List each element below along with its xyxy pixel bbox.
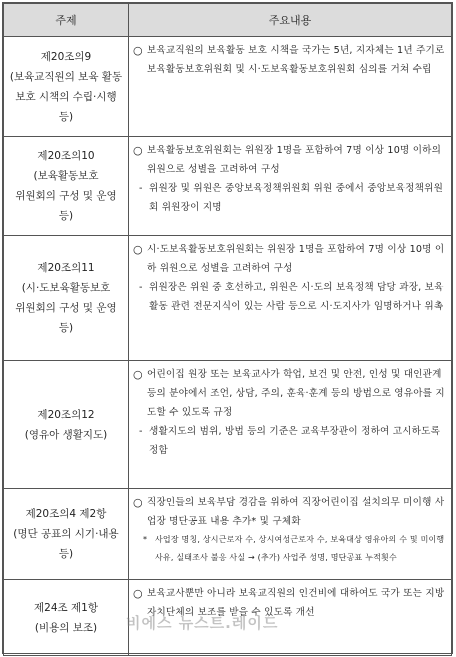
header-content: 주요내용 <box>129 4 452 37</box>
content-footnote-text: 사업장 명칭, 상시근로자 수, 상시여성근로자 수, 보육대상 영유아의 수 및 미이행 사유, 실태조사 불응 사실 → (추가) 사업주 성명, 명단공표 누적횟수 <box>155 535 445 562</box>
topic-line: 등) <box>58 322 74 334</box>
content-footnote <box>133 531 445 567</box>
content-item-text: 보육활동보호위원회는 위원장 1명을 포함하여 7명 이상 10명 이하의 위원으로 성별을 고려하여 구성 <box>147 145 442 175</box>
table-header-row <box>4 4 452 37</box>
content-cell <box>129 361 452 489</box>
topic-line: (영유아 생활지도) <box>24 428 108 441</box>
circle-bullet-icon: ○ <box>133 144 143 157</box>
topic-line: (보육교직원의 보육 활동 <box>9 70 123 83</box>
asterisk-icon: * <box>143 535 148 544</box>
content-item-text: 보육교사뿐만 아니라 보육교직원의 인건비에 대하여도 국가 또는 지방자치단체의 보조를 받을 수 있도록 개선 <box>147 588 445 618</box>
topic-line: 위원회의 구성 및 운영 <box>15 190 117 202</box>
content-subitem-text: 위원장 및 위원은 중앙보육정책위원회 위원 중에서 중앙보육정책위원회 위원장이 지명 <box>149 183 444 213</box>
topic-line: 보호 시책의 수립·시행 <box>15 90 117 103</box>
table-row <box>4 236 452 361</box>
content-item <box>133 365 445 422</box>
circle-bullet-icon: ○ <box>133 496 143 509</box>
content-item <box>133 493 445 531</box>
topic-cell <box>4 489 129 580</box>
topic-line: 제24조 제1항 <box>34 601 98 614</box>
content-cell <box>129 580 452 656</box>
topic-line: 등) <box>58 548 74 560</box>
content-subitem-text: 위원장은 위원 중 호선하고, 위원은 시·도의 보육정책 담당 과장, 보육활동 관련 전문지식이 있는 사람 등으로 시·도지사가 임명하거나 위촉 <box>149 282 444 312</box>
topic-line: (보육활동보호 <box>33 170 99 182</box>
content-item <box>133 240 445 278</box>
content-subitem <box>133 179 445 217</box>
topic-line: 제20조의10 <box>37 150 95 162</box>
topic-line: 제20조의9 <box>40 50 92 63</box>
topic-cell <box>4 37 129 137</box>
content-cell <box>129 236 452 361</box>
content-item-text: 보육교직원의 보육활동 보호 시책을 국가는 5년, 지자체는 1년 주기로 보육활동보호위원회 및 시·도보육활동보호위원회 심의를 거쳐 수립 <box>147 45 445 75</box>
topic-line: 제20조의4 제2항 <box>25 508 107 520</box>
content-subitem-text: 생활지도의 범위, 방법 등의 기준은 교육부장관이 정하여 고시하도록 정함 <box>149 426 441 456</box>
watermark-text: 비에스 뉴스트.레이드 <box>126 614 279 632</box>
circle-bullet-icon: ○ <box>133 587 143 600</box>
circle-bullet-icon: ○ <box>133 368 143 381</box>
topic-line: 제20조의11 <box>37 262 95 274</box>
law-amendment-table <box>3 3 452 656</box>
circle-bullet-icon: ○ <box>133 44 143 57</box>
topic-cell <box>4 137 129 236</box>
content-cell <box>129 37 452 137</box>
law-amendment-table-frame <box>2 2 453 654</box>
header-topic: 주제 <box>4 4 129 37</box>
circle-bullet-icon: ○ <box>133 243 143 256</box>
topic-line: (명단 공표의 시기·내용 <box>13 528 119 540</box>
content-item <box>133 584 445 622</box>
topic-line: (비용의 보조) <box>34 621 98 634</box>
topic-cell <box>4 580 129 656</box>
topic-line: 등) <box>58 110 74 123</box>
table-row <box>4 137 452 236</box>
table-row <box>4 580 452 656</box>
table-row <box>4 361 452 489</box>
content-item-text: 직장인들의 보육부담 경감을 위하여 직장어린이집 설치의무 미이행 사업장 명단공표 내용 추가* 및 구체화 <box>147 497 445 527</box>
table-row <box>4 37 452 137</box>
content-subitem <box>133 278 445 316</box>
topic-cell <box>4 361 129 489</box>
content-cell <box>129 489 452 580</box>
topic-line: (시·도보육활동보호 <box>21 282 111 294</box>
dash-bullet-icon: - <box>139 426 143 437</box>
topic-cell <box>4 236 129 361</box>
dash-bullet-icon: - <box>139 282 143 293</box>
topic-line: 위원회의 구성 및 운영 <box>15 302 117 314</box>
content-item <box>133 41 445 79</box>
content-item-text: 시·도보육활동보호위원회는 위원장 1명을 포함하여 7명 이상 10명 이하 위원으로 성별을 고려하여 구성 <box>147 244 445 274</box>
content-subitem <box>133 422 445 460</box>
content-item <box>133 141 445 179</box>
table-row <box>4 489 452 580</box>
content-item-text: 어린이집 원장 또는 보육교사가 학업, 보건 및 안전, 인성 및 대인관계 등의 분야에서 조언, 상담, 주의, 훈육·훈계 등의 방법으로 영유아를 지도할 수 있도록 규정 <box>147 369 445 418</box>
topic-line: 등) <box>58 210 74 222</box>
dash-bullet-icon: - <box>139 183 143 194</box>
content-cell <box>129 137 452 236</box>
topic-line: 제20조의12 <box>37 408 95 421</box>
